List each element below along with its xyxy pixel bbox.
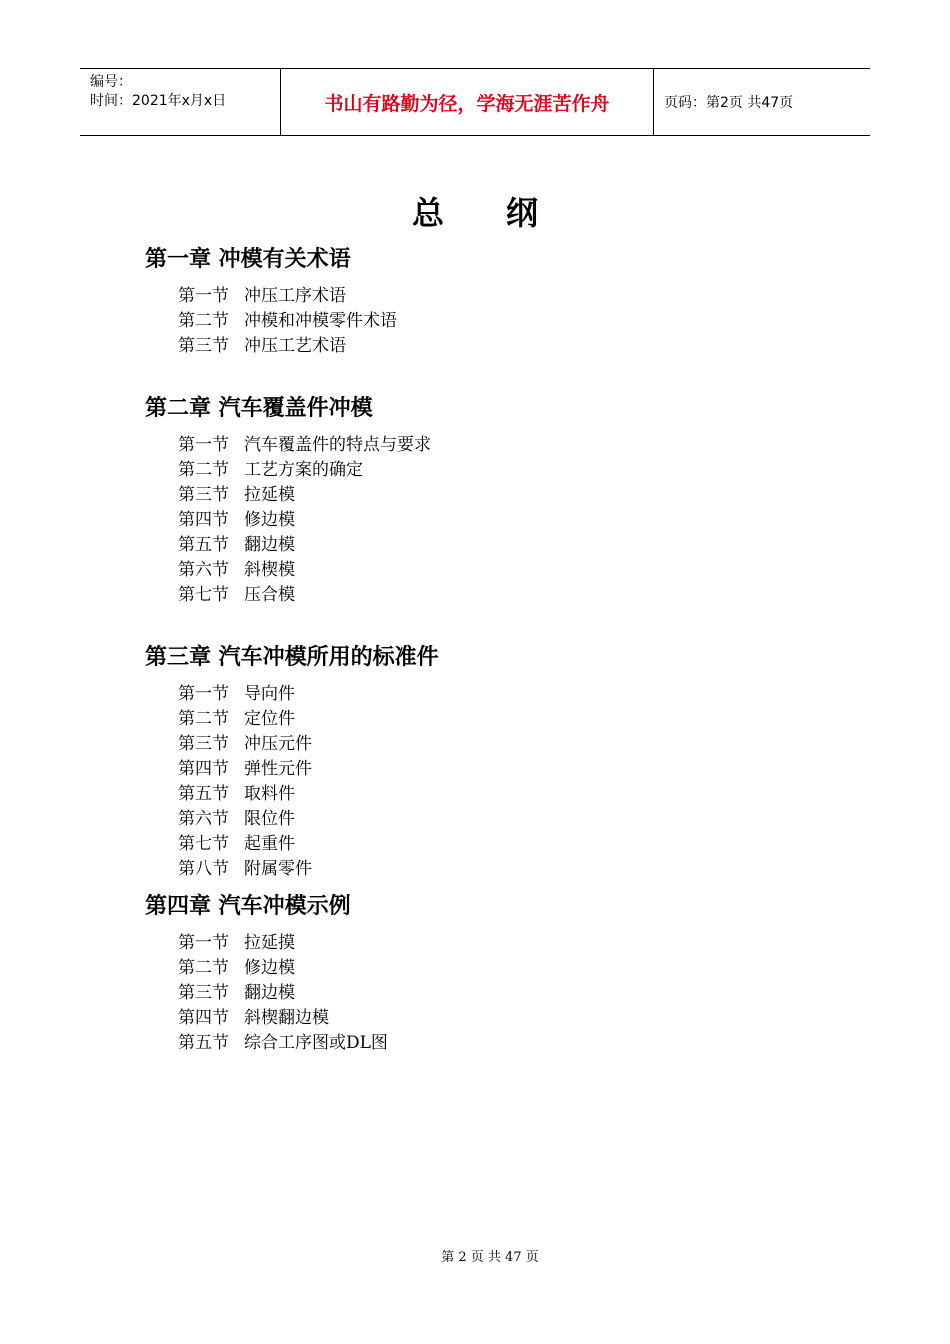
section-number: 第五节 [178, 784, 229, 804]
section-number: 第七节 [178, 585, 229, 605]
section-item [178, 931, 295, 956]
section-title: 冲模和冲模零件术语 [244, 311, 397, 331]
section-title: 定位件 [244, 709, 295, 729]
section-number: 第二节 [178, 460, 229, 480]
section-item [178, 807, 295, 832]
section-item [178, 508, 295, 533]
section-title: 拉延模 [244, 485, 295, 505]
section-title: 斜楔翻边模 [244, 1008, 329, 1028]
page-footer: 第 2 页 共 47 页 [441, 1250, 539, 1265]
section-number: 第六节 [178, 809, 229, 829]
chapter-heading: 第二章 汽车覆盖件冲模 [145, 396, 373, 421]
section-item [178, 533, 295, 558]
section-number: 第七节 [178, 834, 229, 854]
section-number: 第五节 [178, 1033, 229, 1053]
section-number: 第二节 [178, 709, 229, 729]
section-title: 修边模 [244, 510, 295, 530]
section-item [178, 1006, 329, 1031]
section-title: 弹性元件 [244, 759, 312, 779]
section-number: 第八节 [178, 859, 229, 879]
section-number: 第五节 [178, 535, 229, 555]
section-item [178, 981, 295, 1006]
section-title: 斜楔模 [244, 560, 295, 580]
section-item [178, 956, 295, 981]
section-title: 综合工序图或DL图 [244, 1033, 388, 1053]
page-title: 总纲 [411, 194, 600, 232]
section-number: 第三节 [178, 983, 229, 1003]
chapter-heading: 第一章 冲模有关术语 [145, 247, 351, 272]
section-number: 第四节 [178, 510, 229, 530]
section-number: 第二节 [178, 958, 229, 978]
section-item [178, 284, 346, 309]
section-title: 压合模 [244, 585, 295, 605]
section-number: 第三节 [178, 734, 229, 754]
section-number: 第一节 [178, 933, 229, 953]
section-title: 冲压元件 [244, 734, 312, 754]
section-item [178, 857, 312, 882]
section-number: 第三节 [178, 336, 229, 356]
section-number: 第四节 [178, 1008, 229, 1028]
section-number: 第四节 [178, 759, 229, 779]
section-title: 翻边模 [244, 983, 295, 1003]
section-number: 第二节 [178, 311, 229, 331]
section-title: 冲压工艺术语 [244, 336, 346, 356]
chapter-heading: 第四章 汽车冲模示例 [145, 894, 351, 919]
section-title: 修边模 [244, 958, 295, 978]
section-item [178, 483, 295, 508]
section-title: 附属零件 [244, 859, 312, 879]
chapter-heading: 第三章 汽车冲模所用的标准件 [145, 645, 439, 670]
section-item [178, 832, 295, 857]
time-label: 时间：2021年x月x日 [90, 93, 227, 109]
page-info: 页码：第2页 共47页 [664, 95, 794, 111]
code-label: 编号： [90, 74, 132, 90]
section-title: 取料件 [244, 784, 295, 804]
section-number: 第六节 [178, 560, 229, 580]
section-item [178, 757, 312, 782]
section-item [178, 707, 295, 732]
section-title: 汽车覆盖件的特点与要求 [244, 435, 431, 455]
section-item [178, 583, 295, 608]
section-title: 工艺方案的确定 [244, 460, 363, 480]
section-number: 第一节 [178, 286, 229, 306]
section-title: 冲压工序术语 [244, 286, 346, 306]
section-item [178, 558, 295, 583]
section-title: 拉延摸 [244, 933, 295, 953]
section-number: 第三节 [178, 485, 229, 505]
section-title: 翻边模 [244, 535, 295, 555]
section-title: 限位件 [244, 809, 295, 829]
section-item [178, 309, 397, 334]
motto-text: 书山有路勤为径，学海无涯苦作舟 [324, 92, 610, 115]
section-item [178, 433, 431, 458]
section-number: 第一节 [178, 435, 229, 455]
section-item [178, 682, 295, 707]
section-item [178, 782, 295, 807]
section-item [178, 334, 346, 359]
section-item [178, 1031, 388, 1056]
section-item [178, 732, 312, 757]
section-title: 导向件 [244, 684, 295, 704]
section-title: 起重件 [244, 834, 295, 854]
section-item [178, 458, 363, 483]
section-number: 第一节 [178, 684, 229, 704]
